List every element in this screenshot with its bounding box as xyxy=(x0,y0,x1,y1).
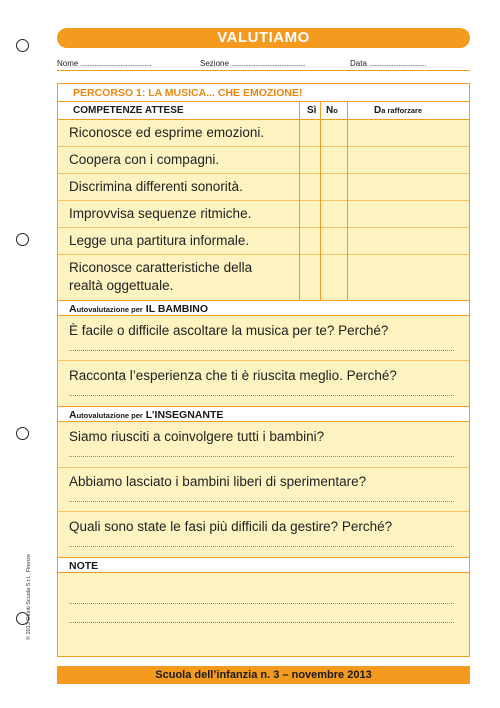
binder-hole xyxy=(16,427,29,440)
column-divider xyxy=(347,102,348,300)
binder-hole xyxy=(16,39,29,52)
section-insegnante: Autovalutazione per L’INSEGNANTE xyxy=(58,406,469,422)
binder-hole xyxy=(16,233,29,246)
nome-dots: ......................................... xyxy=(80,59,152,68)
evaluation-sheet xyxy=(57,83,470,657)
competenza-item: realtà oggettuale. xyxy=(69,278,174,293)
col-no: No xyxy=(326,105,338,116)
insegnante-question: Abbiamo lasciato i bambini liberi di sperimentare? xyxy=(69,474,367,489)
percorso-title: PERCORSO 1: LA MUSICA... CHE EMOZIONE! xyxy=(58,84,469,102)
row-divider xyxy=(58,254,469,255)
competenza-item: Coopera con i compagni. xyxy=(69,152,220,167)
row-divider xyxy=(58,227,469,228)
section-bambino: Autovalutazione per IL BAMBINO xyxy=(58,300,469,316)
sezione-dots: ........................................... xyxy=(231,59,306,68)
row-divider xyxy=(58,146,469,147)
competenza-item: Riconosce caratteristiche della xyxy=(69,260,253,275)
page-title: VALUTIAMO xyxy=(57,28,470,48)
copyright-note: © 2013 Giunti Scuola S.r.l., Firenze xyxy=(26,554,32,640)
col-competenze: COMPETENZE ATTESE xyxy=(73,105,184,116)
col-si: Sì xyxy=(307,105,317,116)
nome-label: Nome xyxy=(57,59,79,68)
header-divider xyxy=(57,70,470,71)
row-divider xyxy=(58,360,469,361)
sezione-label: Sezione xyxy=(200,59,229,68)
note-line[interactable] xyxy=(69,622,454,623)
competenza-item: Riconosce ed esprime emozioni. xyxy=(69,125,265,140)
footer-bar: Scuola dell’infanzia n. 3 – novembre 2013 xyxy=(57,666,470,684)
insegnante-question: Quali sono state le fasi più difficili da gestire? Perché? xyxy=(69,519,393,534)
answer-line[interactable] xyxy=(69,350,454,351)
insegnante-question: Siamo riusciti a coinvolgere tutti i bambini? xyxy=(69,429,325,444)
column-divider xyxy=(299,102,300,300)
answer-line[interactable] xyxy=(69,395,454,396)
data-label: Data xyxy=(350,59,367,68)
nome-field[interactable] xyxy=(57,59,151,68)
row-divider xyxy=(58,467,469,468)
competenza-item: Improvvisa sequenze ritmiche. xyxy=(69,206,252,221)
answer-line[interactable] xyxy=(69,546,454,547)
answer-line[interactable] xyxy=(69,456,454,457)
note-line[interactable] xyxy=(69,603,454,604)
sezione-field[interactable] xyxy=(200,59,305,68)
row-divider xyxy=(58,511,469,512)
column-divider xyxy=(320,102,321,300)
col-rafforzare: Da rafforzare xyxy=(374,105,423,116)
section-note: NOTE xyxy=(58,557,469,573)
data-dots: ................................. xyxy=(369,59,426,68)
bambino-question: È facile o difficile ascoltare la musica per te? Perché? xyxy=(69,323,389,338)
table-header xyxy=(58,102,469,120)
competenza-item: Discrimina differenti sonorità. xyxy=(69,179,243,194)
competenza-item: Legge una partitura informale. xyxy=(69,233,250,248)
answer-line[interactable] xyxy=(69,501,454,502)
bambino-question: Racconta l’esperienza che ti è riuscita meglio. Perché? xyxy=(69,368,397,383)
row-divider xyxy=(58,200,469,201)
data-field[interactable] xyxy=(350,59,426,68)
row-divider xyxy=(58,173,469,174)
